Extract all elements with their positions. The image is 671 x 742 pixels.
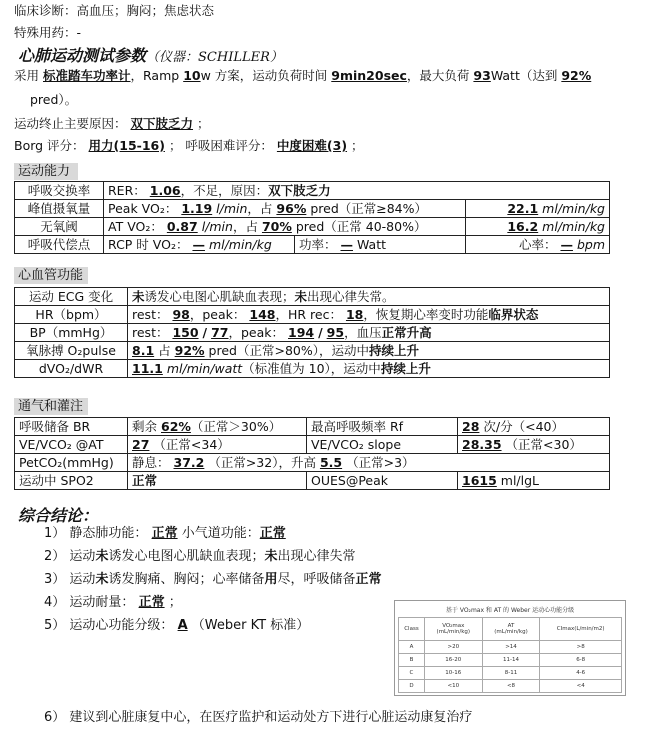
table-row bbox=[15, 342, 610, 360]
vent-table bbox=[14, 417, 610, 490]
table-cell: 10-16 bbox=[424, 667, 482, 680]
row-value bbox=[128, 418, 307, 436]
o2pulse-pct: 92% bbox=[174, 342, 205, 358]
text: （Weber KT 标准） bbox=[191, 618, 310, 633]
row-label: 呼吸交换率 bbox=[15, 182, 104, 200]
text: ； bbox=[168, 595, 182, 610]
table-cell: C bbox=[399, 667, 425, 680]
text: ，占 bbox=[232, 218, 258, 234]
text: / bbox=[318, 324, 323, 340]
text: ； bbox=[351, 138, 364, 153]
text: ，恢复期心率变时功能 bbox=[363, 306, 489, 322]
text: 正常升高 bbox=[381, 324, 432, 340]
text: 正常 bbox=[259, 526, 286, 541]
text: ml/lgL bbox=[500, 472, 540, 488]
text: ； bbox=[197, 116, 210, 131]
rcp-hr bbox=[466, 236, 610, 254]
text: RCP 时 VO₂： bbox=[108, 236, 189, 252]
text: ，Ramp bbox=[130, 68, 180, 83]
row-label: HR（bpm） bbox=[15, 306, 128, 324]
text: ，HR rec： bbox=[275, 306, 342, 322]
instrument-text: （仪器：SCHILLER） bbox=[146, 50, 283, 65]
text: 2） bbox=[44, 549, 66, 564]
table-row bbox=[15, 324, 610, 342]
row-label: 最高呼吸频率 Rf bbox=[307, 418, 458, 436]
duration-value: 9min20sec bbox=[331, 68, 407, 83]
table-cell: 6-8 bbox=[540, 654, 622, 667]
power-value: — bbox=[340, 236, 353, 252]
text: 诱发心电图心肌缺血表现； bbox=[144, 288, 295, 304]
rf-value: 28 bbox=[462, 418, 480, 434]
row-label: 峰值摄氧量 bbox=[15, 200, 104, 218]
text: 持续上升 bbox=[380, 360, 431, 376]
unit: l/min bbox=[216, 200, 248, 216]
text: 未 bbox=[132, 288, 145, 304]
meds-label: 特殊用药： bbox=[14, 25, 77, 40]
weber-table-image bbox=[394, 600, 626, 696]
text: 出现心律失常 bbox=[277, 549, 356, 564]
bp-peak-sys: 194 bbox=[288, 324, 315, 340]
table-row bbox=[399, 667, 622, 680]
meds-value: - bbox=[76, 25, 82, 40]
row-right bbox=[466, 218, 610, 236]
text: 占 bbox=[158, 342, 171, 358]
row-value bbox=[128, 288, 610, 306]
table-row bbox=[399, 654, 622, 667]
row-value bbox=[104, 218, 466, 236]
row-label: BP（mmHg） bbox=[15, 324, 128, 342]
text: 尽，呼吸储备 bbox=[277, 572, 356, 587]
text: 诱发心电图心肌缺血表现； bbox=[108, 549, 265, 564]
protocol-line bbox=[14, 67, 591, 85]
pred-line: pred）。 bbox=[30, 92, 78, 107]
row-label: OUES@Peak bbox=[307, 472, 458, 490]
stop-line bbox=[14, 115, 210, 133]
spo2-value: 正常 bbox=[128, 472, 307, 490]
unit: ml/min/watt bbox=[166, 360, 243, 376]
peak-vo2-pct: 96% bbox=[276, 200, 307, 216]
text: Watt（达到 bbox=[490, 68, 558, 83]
text: ，最大负荷 bbox=[406, 68, 470, 83]
text: （正常<34） bbox=[153, 436, 230, 452]
hr-label: 心率： bbox=[518, 236, 557, 252]
text: rest： bbox=[132, 324, 169, 340]
text: 建议到心脏康复中心，在医疗监护和运动处方下进行心脏运动康复治疗 bbox=[69, 710, 473, 725]
hr-rest-value: 98 bbox=[172, 306, 190, 322]
row-label: PetCO₂(mmHg) bbox=[15, 454, 128, 472]
params-title bbox=[18, 43, 283, 66]
vent-band: 通气和灌注 bbox=[14, 398, 88, 415]
table-cell: B bbox=[399, 654, 425, 667]
text: / bbox=[202, 324, 208, 340]
text: （标准值为 10），运动中 bbox=[242, 360, 381, 376]
row-value bbox=[128, 324, 610, 342]
table-row bbox=[399, 641, 622, 654]
row-right bbox=[466, 200, 610, 218]
row-label: 呼吸代偿点 bbox=[15, 236, 104, 254]
text: 诱发胸痛、胸闷；心率储备 bbox=[108, 572, 265, 587]
list-item bbox=[44, 548, 356, 566]
pred-pct-value: 92% bbox=[561, 68, 592, 83]
row-label: 运动 ECG 变化 bbox=[15, 288, 128, 306]
text: 未 bbox=[95, 549, 109, 564]
text: 运动 bbox=[69, 549, 96, 564]
text: 4） bbox=[44, 595, 66, 610]
row-value bbox=[128, 306, 610, 324]
text: w 方案，运动负荷时间 bbox=[200, 68, 328, 83]
diagnosis-line bbox=[14, 2, 214, 20]
table-row bbox=[15, 288, 610, 306]
table-cell: 4-6 bbox=[540, 667, 622, 680]
row-label: VE/VCO₂ @AT bbox=[15, 436, 128, 454]
weber-table bbox=[398, 617, 622, 693]
row-value bbox=[104, 200, 466, 218]
rer-value: 1.06 bbox=[149, 182, 181, 198]
table-cell: <10 bbox=[424, 680, 482, 693]
table-cell: >14 bbox=[482, 641, 540, 654]
row-value bbox=[128, 454, 610, 472]
row-label: 无氧阈 bbox=[15, 218, 104, 236]
table-row bbox=[15, 218, 610, 236]
header-cell: CImax(L/min/m2) bbox=[540, 618, 622, 641]
list-item bbox=[44, 571, 382, 589]
text: pred（正常>80%），运动中 bbox=[208, 342, 369, 358]
ve-vco2-at-value: 27 bbox=[132, 436, 150, 452]
row-label: 呼吸储备 BR bbox=[15, 418, 128, 436]
at-vo2-pct: 70% bbox=[261, 218, 292, 234]
text: 临界状态 bbox=[488, 306, 539, 322]
row-label: dVO₂/dWR bbox=[15, 360, 128, 378]
table-row bbox=[15, 472, 610, 490]
dvo2-value: 11.1 bbox=[132, 360, 163, 376]
text: 正常 bbox=[151, 526, 178, 541]
text: 1） bbox=[44, 526, 66, 541]
text: ，peak： bbox=[189, 306, 246, 322]
table-row bbox=[15, 418, 610, 436]
row-value bbox=[458, 472, 610, 490]
table-row bbox=[15, 200, 610, 218]
text: 未 bbox=[264, 549, 278, 564]
at-vo2-kg: 16.2 bbox=[507, 218, 539, 234]
table-row bbox=[399, 680, 622, 693]
list-item bbox=[44, 525, 286, 543]
max-load-value: 93 bbox=[473, 68, 491, 83]
text: 静息： bbox=[132, 454, 170, 470]
hr-peak-value: 148 bbox=[249, 306, 276, 322]
text: pred（正常≥84%） bbox=[310, 200, 428, 216]
unit: Watt bbox=[356, 236, 387, 252]
table-row bbox=[399, 618, 622, 641]
table-cell: 16-20 bbox=[424, 654, 482, 667]
rcp-power bbox=[295, 236, 466, 254]
row-value bbox=[458, 418, 610, 436]
row-value bbox=[128, 342, 610, 360]
petco2-value: 37.2 bbox=[173, 454, 205, 470]
text: 静态肺功能： bbox=[69, 526, 148, 541]
unit: ml/min/kg bbox=[542, 218, 605, 234]
unit: ml/min/kg bbox=[542, 200, 605, 216]
text: ，血压 bbox=[344, 324, 382, 340]
stop-label: 运动终止主要原因： bbox=[14, 116, 127, 131]
header-cell: AT (mL/min/kg) bbox=[482, 618, 540, 641]
text: 持续上升 bbox=[368, 342, 419, 358]
petco2-rise: 5.5 bbox=[319, 454, 343, 470]
unit: ml/min/kg bbox=[208, 236, 272, 252]
o2pulse-value: 8.1 bbox=[132, 342, 155, 358]
rcp-vo2-value: — bbox=[192, 236, 205, 252]
text: 出现心律失常。 bbox=[307, 288, 395, 304]
capacity-table bbox=[14, 181, 610, 254]
text: Peak VO₂： bbox=[108, 200, 178, 216]
bp-rest-sys: 150 bbox=[172, 324, 199, 340]
text: 5） bbox=[44, 618, 66, 633]
text: （正常>3） bbox=[346, 454, 415, 470]
weber-title: 基于 VO₂max 和 AT 的 Weber 运动心功能分级 bbox=[445, 607, 575, 614]
text: ，不足，原因： bbox=[180, 182, 269, 198]
text: ，peak： bbox=[228, 324, 285, 340]
text: 3） bbox=[44, 572, 66, 587]
text: 小气道功能： bbox=[181, 526, 260, 541]
table-row bbox=[15, 436, 610, 454]
cardio-table bbox=[14, 287, 610, 378]
table-row bbox=[15, 236, 610, 254]
br-value: 62% bbox=[161, 418, 191, 434]
capacity-band: 运动能力 bbox=[14, 163, 78, 180]
rcp-vo2 bbox=[104, 236, 295, 254]
power-label: 功率： bbox=[299, 236, 337, 252]
table-row bbox=[15, 182, 610, 200]
table-cell: <4 bbox=[540, 680, 622, 693]
text: A bbox=[177, 618, 188, 633]
text: 运动心功能分级： bbox=[69, 618, 174, 633]
unit: bpm bbox=[576, 236, 605, 252]
text: ； 呼吸困难评分： bbox=[168, 138, 273, 153]
row-label: 运动中 SPO2 bbox=[15, 472, 128, 490]
hr-value: — bbox=[560, 236, 573, 252]
text: rest： bbox=[132, 306, 169, 322]
text: 运动耐量： bbox=[69, 595, 135, 610]
borg-line bbox=[14, 137, 364, 155]
text: 未 bbox=[294, 288, 308, 304]
list-item bbox=[44, 617, 309, 635]
header-cell: Class bbox=[399, 618, 425, 641]
text: （正常<30） bbox=[505, 436, 582, 452]
table-row bbox=[15, 306, 610, 324]
diagnosis-label: 临床诊断： bbox=[14, 3, 77, 18]
bp-rest-dia: 77 bbox=[211, 324, 229, 340]
text: 未 bbox=[95, 572, 109, 587]
list-item bbox=[44, 594, 182, 612]
diagnosis-value: 高血压；胸闷；焦虑状态 bbox=[76, 3, 215, 18]
table-row bbox=[15, 360, 610, 378]
unit: l/min bbox=[201, 218, 233, 234]
peak-vo2-value: 1.19 bbox=[181, 200, 213, 216]
table-row bbox=[15, 454, 610, 472]
table-cell: D bbox=[399, 680, 425, 693]
conclusion-title: 综合结论： bbox=[18, 506, 99, 525]
row-label: VE/VCO₂ slope bbox=[307, 436, 458, 454]
table-cell: A bbox=[399, 641, 425, 654]
oues-value: 1615 bbox=[462, 472, 497, 488]
rer-reason: 双下肢乏力 bbox=[268, 182, 331, 198]
text: AT VO₂： bbox=[108, 218, 163, 234]
text: 次/分（<40） bbox=[483, 418, 564, 434]
text: RER： bbox=[108, 182, 146, 198]
row-value bbox=[458, 436, 610, 454]
slope-value: 28.35 bbox=[462, 436, 502, 452]
text: pred（正常 40-80%） bbox=[295, 218, 427, 234]
text: 运动 bbox=[69, 572, 96, 587]
text: 6） bbox=[44, 710, 66, 725]
borg-label: Borg 评分： bbox=[14, 138, 85, 153]
protocol-value: 标准踏车功率计 bbox=[43, 68, 131, 83]
row-label: 氧脉搏 O₂pulse bbox=[15, 342, 128, 360]
table-cell: 8-11 bbox=[482, 667, 540, 680]
at-vo2-value: 0.87 bbox=[166, 218, 198, 234]
peak-vo2-kg: 22.1 bbox=[507, 200, 539, 216]
text: （正常＞30%） bbox=[190, 418, 282, 434]
text: 用 bbox=[264, 572, 278, 587]
header-cell: VO₂max (mL/min/kg) bbox=[424, 618, 482, 641]
cardio-band: 心血管功能 bbox=[14, 267, 88, 284]
hr-rec-value: 18 bbox=[345, 306, 364, 322]
bp-peak-dia: 95 bbox=[326, 324, 345, 340]
text: （正常>32），升高 bbox=[208, 454, 316, 470]
ramp-value: 10 bbox=[183, 68, 201, 83]
text: 正常 bbox=[138, 595, 165, 610]
dyspnea-value: 中度困难(3) bbox=[276, 138, 348, 153]
stop-value: 双下肢乏力 bbox=[130, 116, 194, 131]
params-title-text: 心肺运动测试参数 bbox=[18, 46, 147, 65]
table-cell: 11-14 bbox=[482, 654, 540, 667]
text: 剩余 bbox=[132, 418, 158, 434]
meds-line bbox=[14, 24, 81, 42]
text: ，占 bbox=[247, 200, 273, 216]
row-value bbox=[104, 182, 610, 200]
text: 正常 bbox=[355, 572, 382, 587]
list-item bbox=[44, 709, 472, 727]
row-value bbox=[128, 360, 610, 378]
table-cell: >8 bbox=[540, 641, 622, 654]
table-cell: >20 bbox=[424, 641, 482, 654]
row-value bbox=[128, 436, 307, 454]
text: 采用 bbox=[14, 68, 40, 83]
borg-value: 用力(15-16) bbox=[88, 138, 165, 153]
table-cell: <8 bbox=[482, 680, 540, 693]
